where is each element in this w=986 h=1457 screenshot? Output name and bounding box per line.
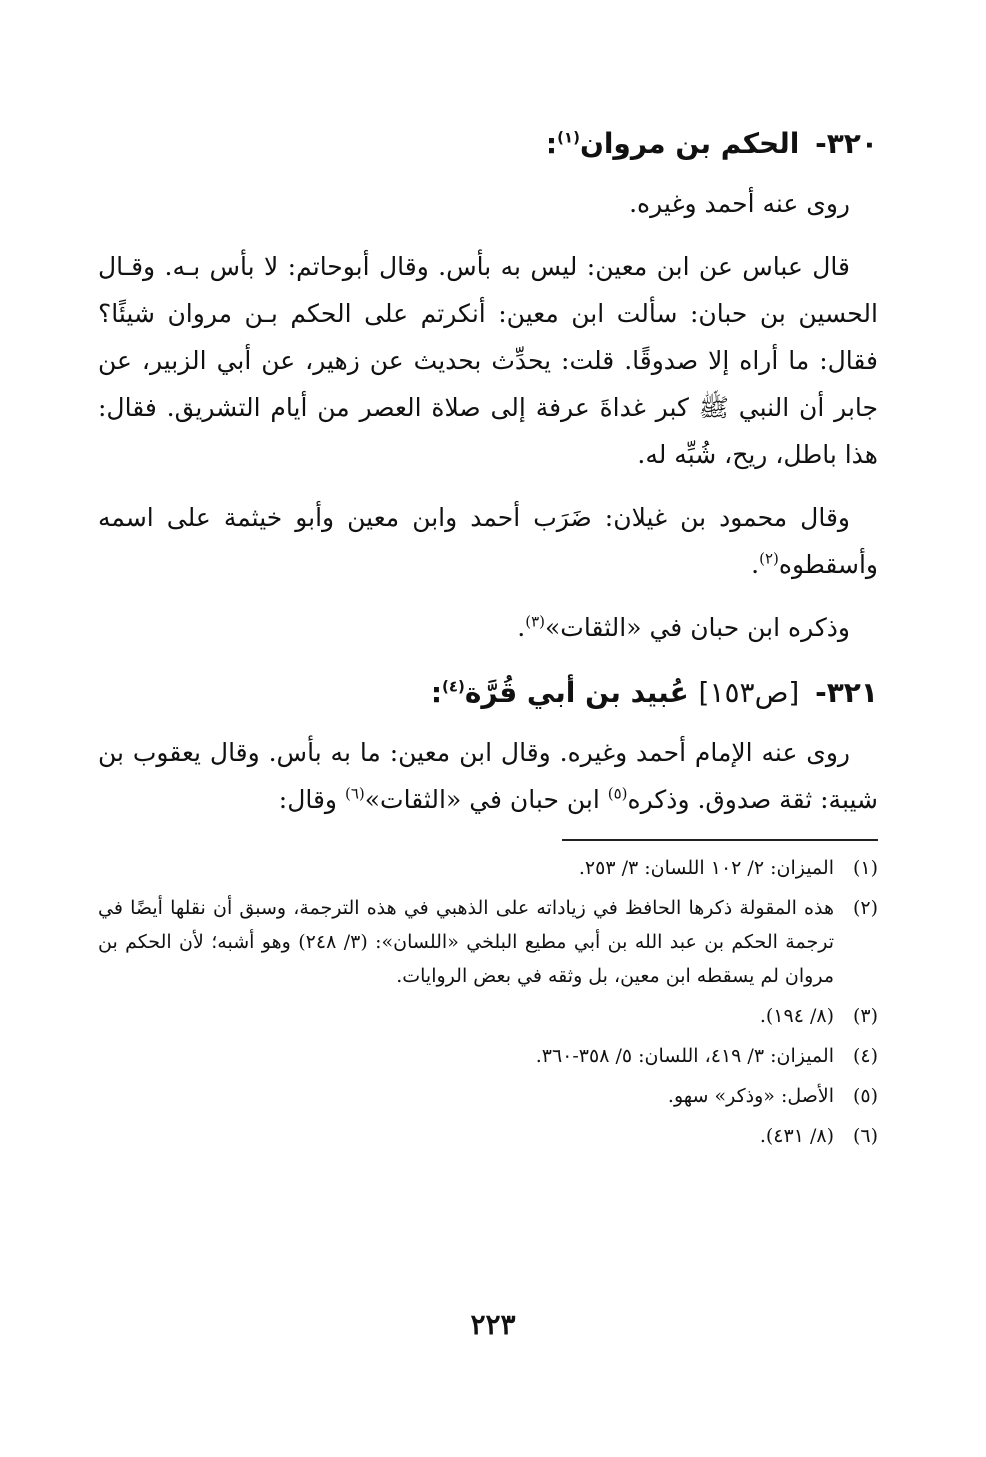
entry-number: ٣٢١- [815,676,878,709]
footnote-text: (٨/ ١٩٤). [759,1005,834,1027]
footnote-ref: (٣) [525,612,546,631]
footnote-text: الأصل: «وذكر» سهو. [667,1085,834,1107]
footnote-number: (٢) [852,897,878,919]
footnote-divider [562,839,878,841]
footnote-item [98,1079,878,1113]
footnote-number: (٥) [852,1085,878,1107]
paragraph-mahmoud [98,494,878,588]
paragraph: قال عباس عن ابن معين: ليس به بأس. وقال أبوحاتم: لا بأس بـه. وقـال الحسين بن حبان: سألت ابن معين: أنكرتم على الحكم بـن مروان شيئًا؟ فقال: ما أراه إلا صدوقًا. قلت: يحدِّث بحديث عن زهير، عن أبي الزبير، عن جابر أن النبي ﷺ كبر غداةَ عرفة إلى صلاة العصر من أيام التشريق. فقال: هذا باطل، ريح، شُبِّه له. [98,252,878,469]
footnote-number: (١) [852,857,878,879]
footnote-text: هذه المقولة ذكرها الحافظ في زياداته على الذهبي في هذه الترجمة، وسبق أن نقلها أيضًا في ترجمة الحكم بن عبد الله بن أبي مطيع البلخي «اللسان»: (٣/ ٢٤٨) وهو أشبه؛ لأن الحكم بن مروان لم يسقطه ابن معين، بل وثقه في بعض الروايات. [98,897,834,987]
footnote-item [98,851,878,885]
paragraph-text: روى عنه الإمام أحمد وغيره. وقال ابن معين: ما به بأس. وقال يعقوب بن شيبة: ثقة صدوق. وذكره [98,738,878,814]
page-reference: [ص١٥٣] [698,676,800,709]
page-number: ٢٢٣ [470,1308,516,1341]
footnote-number: (٦) [852,1125,878,1147]
title-colon: : [545,127,558,160]
entry-number: ٣٢٠- [815,127,878,160]
entry-name: الحكم بن مروان [579,127,800,160]
footnote-ref: (٦) [344,784,365,803]
paragraph-end: . [517,613,526,642]
footnotes [98,851,878,1153]
footnote-ref: (١) [557,128,580,147]
footnote-text: (٨/ ٤٣١). [759,1125,834,1147]
paragraph-text: وقال: [278,785,345,814]
entry-title-321 [98,667,878,719]
entry-title-320 [98,118,878,170]
footnote-item [98,1119,878,1153]
title-colon: : [430,676,443,709]
paragraph-end: . [751,550,760,579]
footnote-ref: (٤) [442,677,465,696]
paragraph-thiqat [98,604,878,651]
footnote-number: (٤) [852,1045,878,1067]
footnote-item [98,1039,878,1073]
entry-name: عُبيد بن أبي قُرَّة [464,676,689,709]
footnote-number: (٣) [852,1005,878,1027]
footnote-text: الميزان: ٣/ ٤١٩، اللسان: ٥/ ٣٥٨-٣٦٠. [535,1045,834,1067]
footnote-ref: (٥) [607,784,628,803]
footnote-text: الميزان: ٢/ ١٠٢ اللسان: ٣/ ٢٥٣. [578,857,834,879]
paragraph: روى عنه أحمد وغيره. [629,189,850,218]
paragraph-text: ابن حبان في «الثقات» [364,785,608,814]
footnote-ref: (٢) [759,549,779,568]
paragraph-text: وقال محمود بن غيلان: ضَرَب أحمد وابن معين وأبو خيثمة على اسمه وأسقطوه [98,503,878,579]
footnote-item [98,999,878,1033]
paragraph-text: وذكره ابن حبان في «الثقات» [545,613,850,642]
page-body [98,118,878,1159]
paragraph-ubaid [98,729,878,823]
footnote-item [98,891,878,993]
